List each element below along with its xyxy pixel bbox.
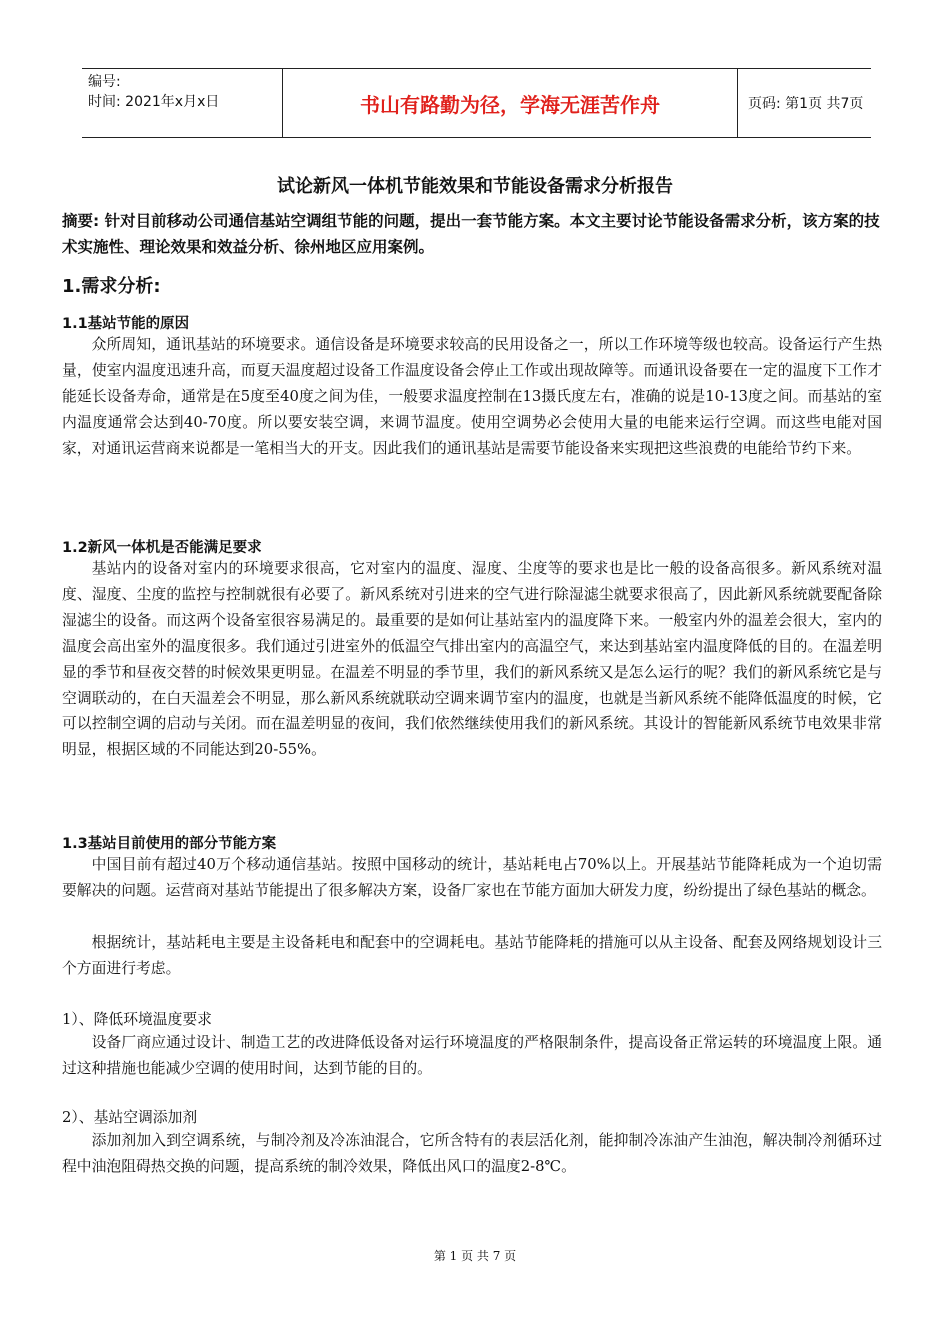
- section-heading-1: 1.需求分析:: [62, 276, 161, 297]
- abstract: 摘要: 针对目前移动公司通信基站空调组节能的问题，提出一套节能方案。本文主要讨论节能设备需求分析，该方案的技术实施性、理论效果和效益分析、徐州地区应用案例。: [62, 212, 880, 256]
- section-heading-1-3: 1.3基站目前使用的部分节能方案: [62, 836, 277, 852]
- paragraph-1-3-a: 中国目前有超过40万个移动通信基站。按照中国移动的统计，基站耗电占70%以上。开展基站节能降耗成为一个迫切需要解决的问题。运营商对基站节能提出了很多解决方案，设备厂家也在节能方面加大研发力度，纷纷提出了绿色基站的概念。: [62, 856, 882, 899]
- header-motto: 书山有路勤为径，学海无涯苦作舟: [282, 69, 738, 137]
- item-2-title: 2）、基站空调添加剂: [62, 1109, 198, 1126]
- header-table: [82, 68, 871, 138]
- section-heading-1-2: 1.2新风一体机是否能满足要求: [62, 540, 262, 556]
- item-2-text: 添加剂加入到空调系统，与制冷剂及冷冻油混合，它所含特有的表层活化剂，能抑制冷冻油产生油泡，解决制冷剂循环过程中油泡阻碍热交换的问题，提高系统的制冷效果，降低出风口的温度2-8℃。: [62, 1132, 882, 1175]
- item-1-title: 1）、降低环境温度要求: [62, 1011, 212, 1028]
- paragraph-1-3-b: 根据统计，基站耗电主要是主设备耗电和配套中的空调耗电。基站节能降耗的措施可以从主设备、配套及网络规划设计三个方面进行考虑。: [62, 934, 882, 977]
- item-1-text: 设备厂商应通过设计、制造工艺的改进降低设备对运行环境温度的严格限制条件，提高设备正常运转的环境温度上限。通过这种措施也能减少空调的使用时间，达到节能的目的。: [62, 1034, 882, 1077]
- paragraph-1-1: 众所周知，通讯基站的环境要求。通信设备是环境要求较高的民用设备之一，所以工作环境等级也较高。设备运行产生热量，使室内温度迅速升高，而夏天温度超过设备工作温度设备会停止工作或出现故障等。而通讯设备要在一定的温度下工作才能延长设备寿命，通常是在5度至40度之间为佳，一般要求温度控制在13摄氏度左右，准确的说是10-13度之间。而基站的室内温度通常会达到40-70度。所以要安装空调，来调节温度。使用空调势必会使用大量的电能来运行空调。而这些电能对国家，对通讯运营商来说都是一笔相当大的开支。因此我们的通讯基站是需要节能设备来实现把这些浪费的电能给节约下来。: [62, 336, 882, 457]
- header-page-info: 页码: 第1页 共7页: [748, 96, 864, 112]
- document-title: 试论新风一体机节能效果和节能设备需求分析报告: [277, 176, 673, 197]
- paragraph-1-2: 基站内的设备对室内的环境要求很高，它对室内的温度、湿度、尘度等的要求也是比一般的设备高很多。新风系统对温度、湿度、尘度的监控与控制就很有必要了。新风系统对引进来的空气进行除湿滤尘就要求很高了，因此新风系统就要配备除湿滤尘的设备。而这两个设备室很容易满足的。最重要的是如何让基站室内的温度降下来。一般室内外的温差会很大，室内的温度会高出室外的温度很多。我们通过引进室外的低温空气排出室内的高温空气，来达到基站室内温度降低的目的。在温差明显的季节和昼夜交替的时候效果更明显。在温差不明显的季节里，我们的新风系统又是怎么运行的呢？我们的新风系统它是与空调联动的，在白天温差会不明显，那么新风系统就联动空调来调节室内的温度，也就是当新风系统不能降低温度的时候，它可以控制空调的启动与关闭。而在温差明显的夜间，我们依然继续使用我们的新风系统。其设计的智能新风系统节电效果非常明显，根据区域的不同能达到20-55%。: [62, 560, 882, 759]
- section-heading-1-1: 1.1基站节能的原因: [62, 316, 190, 332]
- time-label: 时间: 2021年x月x日: [88, 94, 220, 110]
- number-label: 编号:: [88, 74, 121, 90]
- page-footer: 第 1 页 共 7 页: [433, 1249, 517, 1263]
- header-meta: [82, 69, 282, 137]
